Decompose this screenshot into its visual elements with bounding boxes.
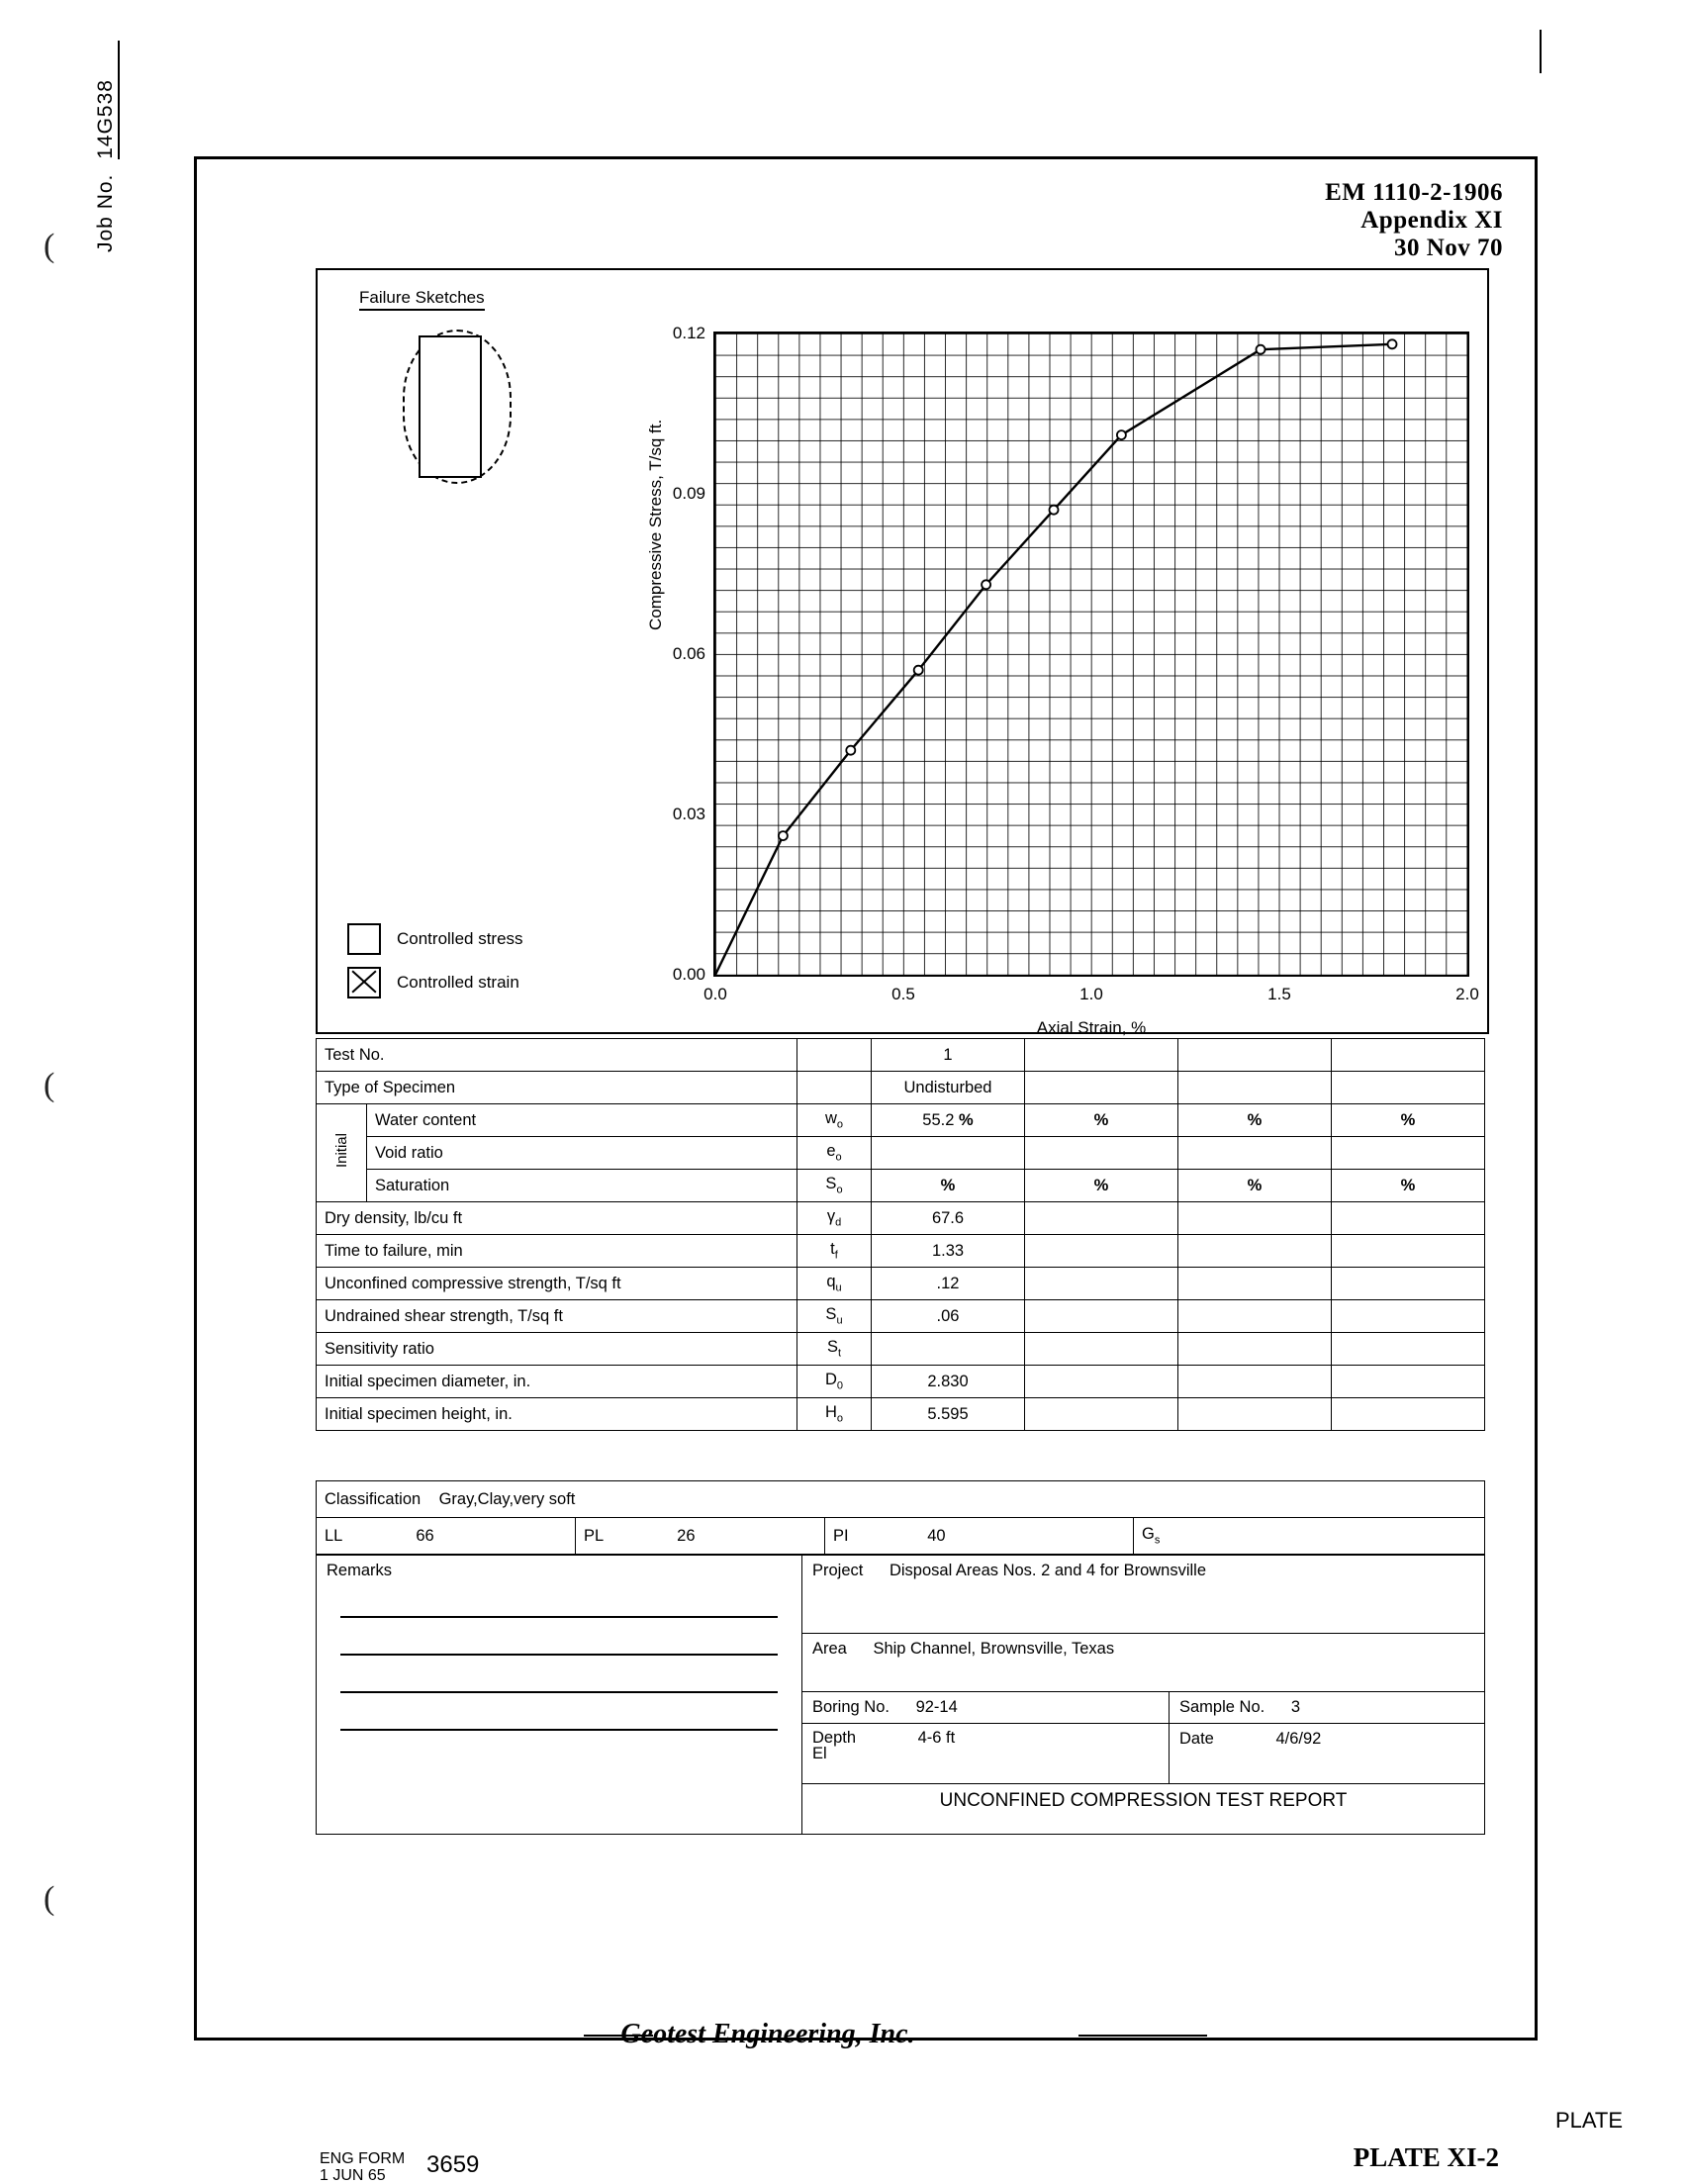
x-tick-1: 0.5: [891, 985, 915, 1003]
job-number-label: Job No.: [94, 173, 117, 252]
sample-label: Sample No.: [1179, 1698, 1265, 1716]
row-label: Initial specimen diameter, in.: [317, 1366, 797, 1398]
area-value: Ship Channel, Brownsville, Texas: [873, 1640, 1115, 1658]
document-frame: [194, 156, 1538, 2184]
table-row-undrained-shear: [317, 1300, 1485, 1333]
top-tick-mark: [1540, 30, 1542, 73]
classification-cell: [317, 1481, 1485, 1518]
row-value-2: [1025, 1366, 1178, 1398]
failure-sketch: [397, 330, 515, 478]
row-label: Sensitivity ratio: [317, 1333, 797, 1366]
ll-value: 66: [416, 1526, 434, 1545]
row-value-2: %: [1025, 1104, 1178, 1137]
row-label: Unconfined compressive strength, T/sq ft: [317, 1268, 797, 1300]
depth-label: Depth: [812, 1729, 857, 1747]
row-value-3: %: [1178, 1170, 1332, 1202]
project-cell: [802, 1556, 1485, 1634]
row-value-2: [1025, 1137, 1178, 1170]
row-value-1: 2.830: [872, 1366, 1025, 1398]
area-label: Area: [812, 1640, 847, 1658]
elevation-label: El: [812, 1745, 827, 1762]
row-value-2: [1025, 1398, 1178, 1431]
header-line-1: EM 1110-2-1906: [1325, 179, 1503, 206]
ll-label: LL: [325, 1526, 342, 1545]
percent-symbol: %: [959, 1110, 974, 1129]
x-tick-3: 1.5: [1267, 985, 1291, 1003]
remarks-label: Remarks: [327, 1562, 393, 1579]
row-value-2: [1025, 1333, 1178, 1366]
row-label: Dry density, lb/cu ft: [317, 1202, 797, 1235]
row-value-1: 1: [872, 1039, 1025, 1072]
eng-form-block: [320, 2150, 480, 2184]
gs-label: G: [1142, 1525, 1155, 1544]
initial-group-label: [317, 1104, 367, 1202]
area-cell: [802, 1634, 1485, 1692]
row-label: Time to failure, min: [317, 1235, 797, 1268]
row-symbol: $S_o$: [797, 1170, 872, 1202]
y-tick-3: 0.09: [672, 484, 705, 503]
pi-value: 40: [927, 1526, 946, 1545]
eng-form-label-2: 1 JUN 65: [320, 2167, 386, 2184]
atterberg-row: [317, 1518, 1485, 1555]
value-text: 55.2: [922, 1110, 955, 1129]
y-axis-label: Compressive Stress, T/sq ft.: [646, 419, 665, 630]
table-row-dry-density: [317, 1202, 1485, 1235]
boring-cell: [802, 1692, 1170, 1724]
sample-cell: [1170, 1692, 1485, 1724]
report-title: UNCONFINED COMPRESSION TEST REPORT: [802, 1784, 1485, 1835]
pi-cell: [825, 1518, 1134, 1555]
margin-mark-3: (: [44, 1880, 55, 1917]
gs-sub: s: [1154, 1534, 1161, 1547]
row-value-4: [1332, 1072, 1485, 1104]
stress-strain-plot: [646, 324, 1479, 1037]
legend-label-controlled-stress: Controlled stress: [397, 929, 523, 948]
table-row-sensitivity-ratio: [317, 1333, 1485, 1366]
sample-value: 3: [1290, 1698, 1300, 1716]
table-row-initial-height: [317, 1398, 1485, 1431]
row-value-4: %: [1332, 1170, 1485, 1202]
table-row-unconfined-strength: [317, 1268, 1485, 1300]
table-row-test-no: [317, 1039, 1485, 1072]
footer-table: [316, 1555, 1485, 1835]
y-tick-0: 0.00: [672, 965, 705, 984]
row-value-4: [1332, 1202, 1485, 1235]
row-label: Water content: [367, 1104, 797, 1137]
row-label: Type of Specimen: [317, 1072, 797, 1104]
remarks-line-3: [340, 1662, 778, 1693]
row-symbol: [797, 1039, 872, 1072]
legend-item-controlled-stress[interactable]: [347, 923, 523, 955]
row-value-4: [1332, 1039, 1485, 1072]
pl-label: PL: [584, 1526, 604, 1545]
legend-label-controlled-strain: Controlled strain: [397, 973, 519, 992]
project-label: Project: [812, 1562, 864, 1579]
classification-label: Classification: [325, 1489, 422, 1508]
depth-cell: [802, 1724, 1170, 1784]
eng-form-label-1: ENG FORM: [320, 2150, 406, 2167]
row-label: Undrained shear strength, T/sq ft: [317, 1300, 797, 1333]
boring-label: Boring No.: [812, 1698, 890, 1716]
row-value-3: %: [1178, 1104, 1332, 1137]
row-value-2: [1025, 1039, 1178, 1072]
y-tick-4: 0.12: [672, 324, 705, 342]
row-value-2: [1025, 1072, 1178, 1104]
row-value-1: .12: [872, 1268, 1025, 1300]
row-value-3: [1178, 1072, 1332, 1104]
table-row-saturation: [317, 1170, 1485, 1202]
ll-cell: [317, 1518, 576, 1555]
row-value-2: %: [1025, 1170, 1178, 1202]
legend: [347, 923, 523, 1010]
row-value-3: [1178, 1202, 1332, 1235]
row-value-2: [1025, 1268, 1178, 1300]
row-value-2: [1025, 1202, 1178, 1235]
job-number: [94, 0, 120, 252]
row-value-1: .06: [872, 1300, 1025, 1333]
table-row-water-content: [317, 1104, 1485, 1137]
chart-curve: [715, 333, 1467, 975]
row-value-3: [1178, 1366, 1332, 1398]
plate-bottom-label: PLATE: [1554, 2108, 1623, 2133]
row-value-3: [1178, 1268, 1332, 1300]
row-value-4: [1332, 1268, 1485, 1300]
x-axis-label: Axial Strain, %: [1036, 1018, 1147, 1037]
remarks-line-1: [340, 1586, 778, 1618]
company-rule-right: [1078, 2035, 1207, 2037]
date-value: 4/6/92: [1275, 1730, 1322, 1748]
row-label: Saturation: [367, 1170, 797, 1202]
row-value-1: %: [872, 1170, 1025, 1202]
row-value-1: Undisturbed: [872, 1072, 1025, 1104]
failure-sketch-specimen: [419, 335, 482, 478]
row-value-3: [1178, 1137, 1332, 1170]
row-value-2: [1025, 1235, 1178, 1268]
row-symbol: $S_u$: [797, 1300, 872, 1333]
document-header: [1325, 179, 1503, 262]
row-value-4: [1332, 1366, 1485, 1398]
row-value-4: [1332, 1300, 1485, 1333]
pl-value: 26: [677, 1526, 696, 1545]
row-value-1: 5.595: [872, 1398, 1025, 1431]
row-value-3: [1178, 1300, 1332, 1333]
classification-row: [317, 1481, 1485, 1518]
header-line-2: Appendix XI: [1360, 207, 1503, 234]
row-value-3: [1178, 1398, 1332, 1431]
failure-sketches-title: Failure Sketches: [359, 288, 485, 311]
row-value-4: %: [1332, 1104, 1485, 1137]
row-label: Initial specimen height, in.: [317, 1398, 797, 1431]
x-tick-2: 1.0: [1079, 985, 1103, 1003]
row-value-4: [1332, 1235, 1485, 1268]
depth-value: 4-6 ft: [917, 1729, 956, 1747]
row-symbol: $S_t$: [797, 1333, 872, 1366]
boring-value: 92-14: [915, 1698, 958, 1716]
row-symbol: $D_0$: [797, 1366, 872, 1398]
checkbox-icon[interactable]: [347, 923, 381, 955]
row-value-2: [1025, 1300, 1178, 1333]
row-symbol: $e_o$: [797, 1137, 872, 1170]
job-number-value: 14G538: [94, 41, 120, 159]
row-value-1: 67.6: [872, 1202, 1025, 1235]
pl-cell: [576, 1518, 825, 1555]
table-row-type-of-specimen: [317, 1072, 1485, 1104]
row-label: Test No.: [317, 1039, 797, 1072]
row-symbol: $H_o$: [797, 1398, 872, 1431]
margin-mark-2: (: [44, 1067, 55, 1103]
test-data-table: [316, 1038, 1485, 1431]
x-tick-4: 2.0: [1455, 985, 1479, 1003]
date-label: Date: [1179, 1730, 1214, 1748]
legend-item-controlled-strain[interactable]: [347, 967, 523, 998]
checkbox-checked-icon[interactable]: [347, 967, 381, 998]
y-tick-2: 0.06: [672, 644, 705, 663]
row-value-1: [872, 1333, 1025, 1366]
chart-panel: [316, 268, 1489, 1037]
table-row-initial-diameter: [317, 1366, 1485, 1398]
row-value-3: [1178, 1333, 1332, 1366]
pi-label: PI: [833, 1526, 849, 1545]
company-name: Geotest Engineering, Inc.: [620, 2019, 915, 2049]
row-value-1: [872, 1104, 1025, 1137]
gs-cell: [1134, 1518, 1485, 1555]
remarks-line-4: [340, 1699, 778, 1731]
row-value-1: 1.33: [872, 1235, 1025, 1268]
plate-label: PLATE XI-2: [1353, 2142, 1499, 2172]
row-symbol: $\gamma_d$: [797, 1202, 872, 1235]
remarks-line-2: [340, 1624, 778, 1656]
table-row-time-to-failure: [317, 1235, 1485, 1268]
classification-table: [316, 1480, 1485, 1555]
row-value-4: [1332, 1137, 1485, 1170]
row-value-1: [872, 1137, 1025, 1170]
margin-mark-1: (: [44, 228, 55, 264]
classification-value: Gray,Clay,very soft: [438, 1489, 576, 1508]
initial-label-text: Initial: [332, 1132, 350, 1169]
eng-form-number: 3659: [426, 2151, 480, 2178]
row-value-4: [1332, 1398, 1485, 1431]
row-value-3: [1178, 1235, 1332, 1268]
row-symbol: $w_o$: [797, 1104, 872, 1137]
row-symbol: [797, 1072, 872, 1104]
row-value-3: [1178, 1039, 1332, 1072]
row-label: Void ratio: [367, 1137, 797, 1170]
row-symbol: $t_f$: [797, 1235, 872, 1268]
remarks-cell[interactable]: [317, 1556, 802, 1835]
row-value-4: [1332, 1333, 1485, 1366]
date-cell: [1170, 1724, 1485, 1784]
y-tick-1: 0.03: [672, 805, 705, 823]
table-row-void-ratio: [317, 1137, 1485, 1170]
x-tick-0: 0.0: [703, 985, 727, 1003]
header-line-3: 30 Nov 70: [1393, 235, 1503, 261]
row-symbol: $q_u$: [797, 1268, 872, 1300]
project-value: Disposal Areas Nos. 2 and 4 for Brownsville: [889, 1562, 1207, 1579]
